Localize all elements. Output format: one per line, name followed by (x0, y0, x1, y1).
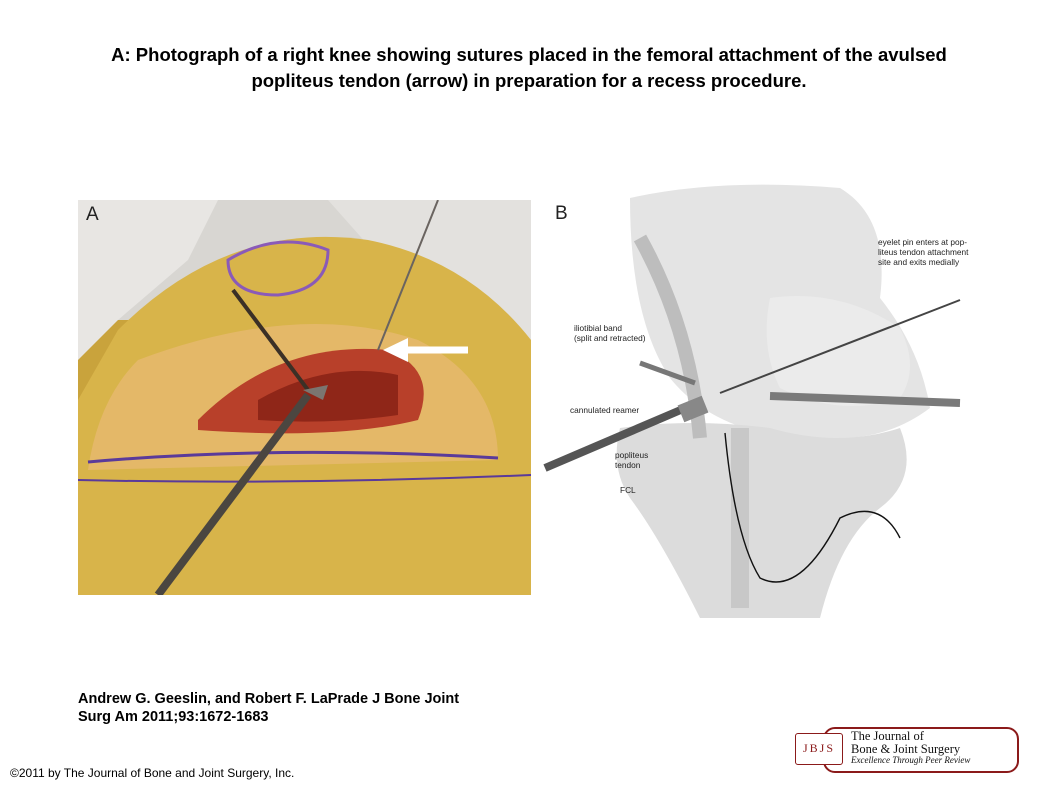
logo-monogram: JBJS (802, 741, 836, 755)
label-cannulated-reamer: cannulated reamer (570, 405, 640, 415)
title-line-2: popliteus tendon (arrow) in preparation for a recess procedure. (251, 70, 807, 91)
logo-line-1: The Journal of (851, 729, 924, 743)
panel-a-letter: A (86, 204, 99, 225)
panel-a-photograph (78, 200, 531, 595)
jbjs-logo (795, 727, 1017, 771)
slide-title (20, 42, 1038, 94)
logo-text (851, 730, 1011, 766)
citation (78, 690, 518, 726)
label-fcl: FCL (620, 485, 636, 495)
logo-tagline: Excellence Through Peer Review (851, 755, 971, 765)
panel-b-illustration (540, 178, 1020, 618)
label-popliteus-tendon: popliteus tendon (615, 450, 649, 470)
copyright-notice: ©2011 by The Journal of Bone and Joint Surgery, Inc. (10, 766, 295, 780)
title-line-1: A: Photograph of a right knee showing sutures placed in the femoral attachment of the avulsed (111, 44, 947, 65)
label-eyelet-pin: eyelet pin enters at pop- liteus tendon attachment site and exits medially (878, 237, 969, 267)
panel-b-letter: B (555, 203, 568, 224)
knee-photo-image (78, 200, 531, 595)
citation-line-1: Andrew G. Geeslin, and Robert F. LaPrade J Bone Joint (78, 691, 460, 707)
label-iliotibial-band: iliotibial band (split and retracted) (574, 323, 646, 343)
logo-line-2: Bone & Joint Surgery (851, 741, 961, 756)
citation-line-2: Surg Am 2011;93:1672-1683 (78, 709, 269, 725)
